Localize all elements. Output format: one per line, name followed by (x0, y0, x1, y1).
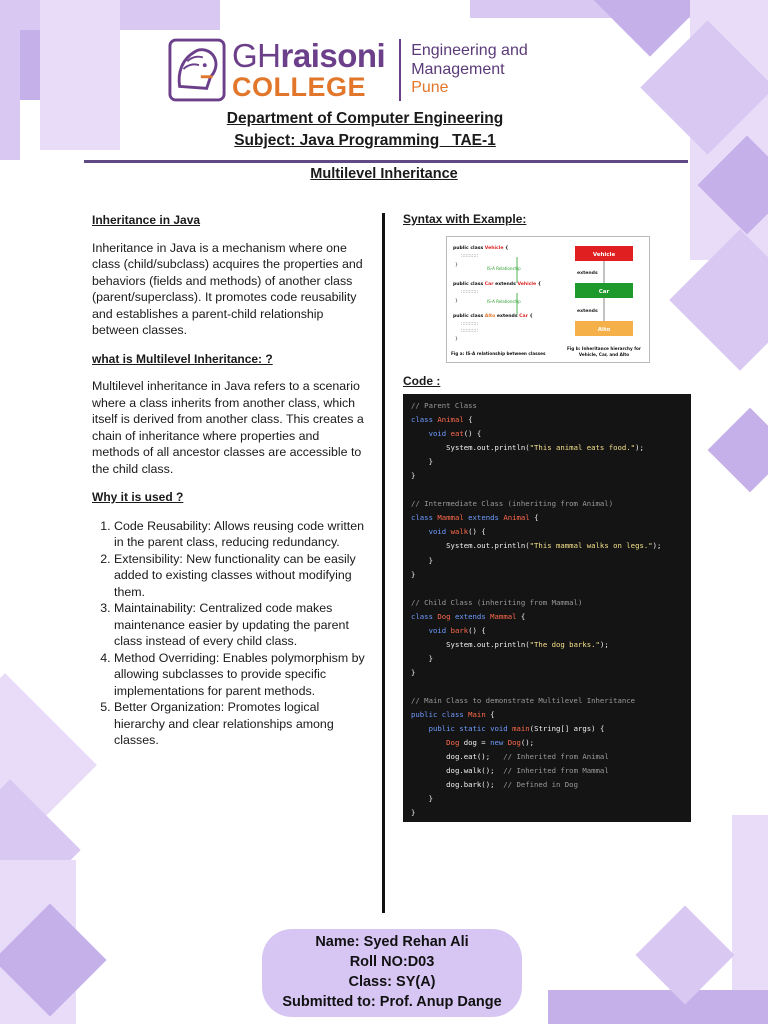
list-item: 5. Better Organization: Promotes logical hierarchy and clear relationships among classes. (114, 699, 370, 749)
diagram-figure (447, 237, 651, 364)
code-line: void walk() { (428, 527, 486, 537)
code-line (411, 680, 691, 694)
brand-raisoni: raisoni (280, 37, 386, 74)
diagram-dots: ::::::::::: (461, 290, 479, 295)
lion-emblem-icon (168, 38, 226, 102)
inheritance-diagram (446, 236, 650, 363)
code-line: System.out.println("This mammal walks on legs."); (446, 541, 662, 551)
logo-divider (399, 39, 401, 101)
brand-name (232, 39, 385, 101)
brand-top-line (232, 39, 385, 72)
list-item: 4. Method Overriding: Enables polymorphism by allowing subclasses to provide specific implementations for parent methods. (114, 650, 370, 700)
brand-sub-line: Management (411, 60, 505, 78)
diagram-dots: ::::::::::: (461, 322, 479, 327)
code-line: } (411, 667, 416, 677)
diagram-extends-label: extends (577, 271, 598, 276)
diagram-caption-right: Vehicle, Car, and Alto (578, 352, 630, 357)
code-line: // Parent Class (411, 401, 477, 410)
list-item: 2. Extensibility: New functionality can be easily added to existing classes without modifying them. (114, 551, 370, 601)
inheritance-paragraph: Inheritance in Java is a mechanism where one class (child/subclass) acquires the properties and behaviors (fields and methods) of another class (parent/superclass). It promotes code reusability and establishes a parent-child relationship between classes. (92, 240, 363, 337)
brand-college: COLLEGE (232, 72, 367, 102)
code-block (403, 394, 691, 822)
column-divider (382, 213, 385, 913)
roll-number: Roll NO:D03 (349, 954, 435, 970)
box-car-label: Car (598, 289, 610, 295)
code-line: } (428, 457, 433, 467)
diagram-caption-right: Fig b: Inheritance hierarchy for (567, 346, 641, 351)
multilevel-paragraph: Multilevel inheritance in Java refers to a scenario where a class inherits from another class, which itself is derived from another class. This creates a chain of inheritance where properties and methods of all ancestor classes are accessible to the child class. (92, 379, 364, 476)
diagram-caption-left: Fig a: IS-A relationship between classes (451, 351, 546, 356)
brand-gh: GH (232, 37, 281, 74)
decor-shape (669, 229, 768, 370)
code-line: public static void main(String[] args) { (428, 724, 605, 734)
diagram-line-vehicle: public class Vehicle { (453, 246, 509, 251)
code-line: dog.eat(); // Inherited from Animal (446, 752, 609, 762)
decor-shape (708, 408, 768, 493)
code-line: } (411, 569, 416, 579)
code-line: } (411, 808, 416, 818)
code-line: class Animal { (411, 415, 473, 425)
decor-shape (548, 990, 768, 1024)
header-divider (84, 160, 688, 163)
code-line: // Main Class to demonstrate Multilevel Inheritance (411, 695, 636, 705)
diagram-isa-label: IS-A Relationship (487, 266, 521, 271)
code-line: } (428, 653, 433, 663)
student-name: Name: Syed Rehan Ali (315, 934, 469, 950)
diagram-brace: } (455, 299, 458, 304)
left-column (92, 212, 370, 749)
student-info-card (262, 929, 522, 1017)
header-block (0, 108, 730, 152)
diagram-extends-label: extends (577, 309, 598, 314)
code-line: class Mammal extends Animal { (411, 513, 539, 523)
code-line: class Dog extends Mammal { (411, 611, 526, 621)
code-line: // Intermediate Class (inheriting from Animal) (411, 499, 614, 509)
code-line: } (428, 794, 433, 804)
code-line: // Child Class (inheriting from Mammal) (411, 597, 583, 607)
section-heading-multilevel: what is Multilevel Inheritance: ? (92, 351, 273, 366)
department-title: Department of Computer Engineering (226, 110, 504, 127)
diagram-brace: } (455, 263, 458, 268)
box-alto-label: Alto (597, 327, 611, 333)
why-list (92, 518, 370, 749)
brand-subtitle (411, 42, 528, 97)
subject-title: Subject: Java Programming TAE-1 (234, 132, 496, 149)
diagram-line-alto: public class Alto extends Car { (453, 314, 533, 319)
diagram-isa-label: IS-A Relationship (487, 299, 521, 304)
code-line: public class Main { (411, 710, 495, 720)
section-heading-why: Why it is used ? (92, 490, 184, 504)
brand-sub-line: Pune (411, 79, 449, 97)
code-line: dog.walk(); // Inherited from Mammal (446, 766, 609, 776)
code-line: void eat() { (428, 429, 482, 439)
code-line (411, 483, 691, 497)
diagram-dots: ::::::::::: (461, 254, 479, 259)
section-heading-inheritance: Inheritance in Java (92, 213, 201, 227)
code-line: dog.bark(); // Defined in Dog (446, 780, 578, 790)
list-item: 3. Maintainability: Centralized code makes maintenance easier by updating the parent class instead of every child class. (114, 600, 370, 650)
diagram-dots: ::::::::::: (461, 329, 479, 334)
college-logo (168, 32, 598, 108)
box-vehicle-label: Vehicle (592, 252, 616, 258)
class-info: Class: SY(A) (348, 974, 436, 990)
code-heading: Code : (403, 374, 441, 388)
diagram-brace: } (455, 337, 458, 342)
code-line (411, 582, 691, 596)
list-item: 1. Code Reusability: Allows reusing code written in the parent class, reducing redundancy. (114, 518, 370, 551)
code-line: Dog dog = new Dog(); (446, 738, 535, 748)
syntax-heading: Syntax with Example: (403, 212, 527, 226)
code-line: System.out.println("This animal eats food."); (446, 443, 644, 453)
page-title: Multilevel Inheritance (310, 166, 458, 182)
code-line: void bark() { (428, 625, 486, 635)
submitted-to: Submitted to: Prof. Anup Dange (282, 994, 502, 1010)
code-line: } (428, 555, 433, 565)
brand-sub-line: Engineering and (411, 42, 528, 60)
code-line: } (411, 471, 416, 481)
code-line: System.out.println("The dog barks."); (446, 639, 609, 649)
right-column (403, 212, 693, 818)
diagram-line-car: public class Car extends Vehicle { (453, 282, 541, 287)
